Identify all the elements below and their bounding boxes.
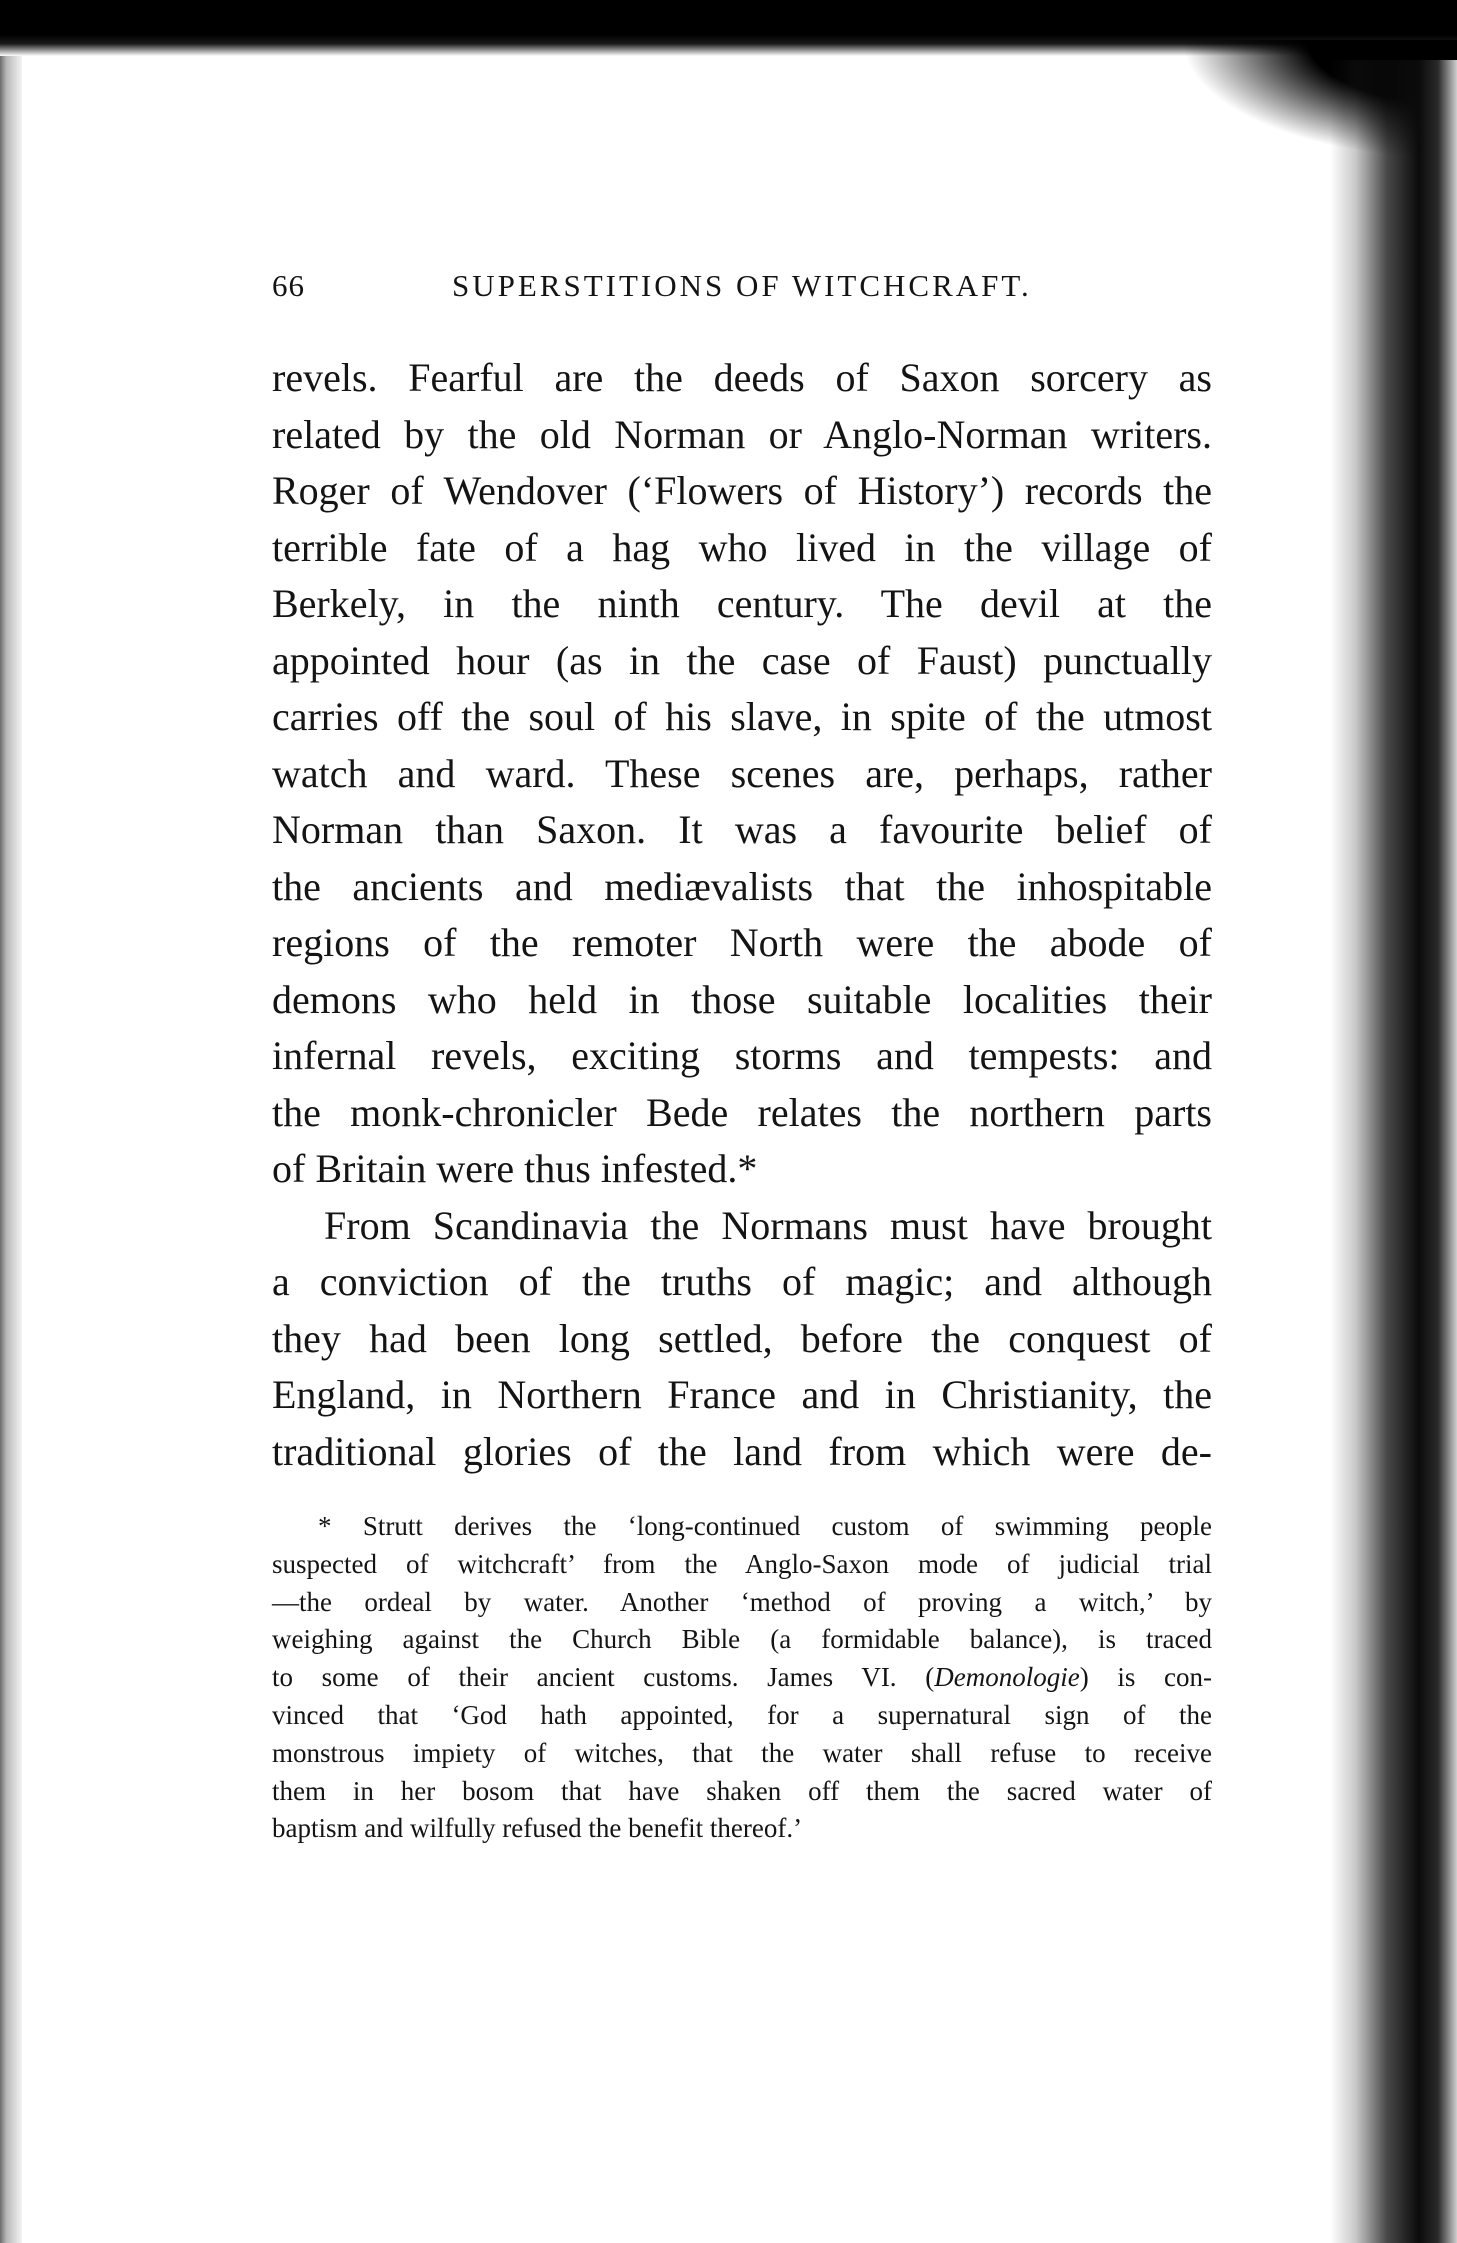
body-line: a conviction of the truths of magic; and although xyxy=(272,1259,1212,1304)
footnote-line: —the ordeal by water. Another ‘method of proving a witch,’ by xyxy=(272,1586,1212,1617)
body-text xyxy=(272,350,1212,1480)
body-line: traditional glories of the land from which were de- xyxy=(272,1428,1212,1474)
scan-left-edge xyxy=(0,40,22,2243)
body-line: the ancients and mediævalists that the inhospitable xyxy=(272,863,1212,909)
running-head: SUPERSTITIONS OF WITCHCRAFT. xyxy=(452,268,1032,303)
body-line: England, in Northern France and in Christianity, the xyxy=(272,1372,1212,1417)
body-line: carries off the soul of his slave, in spite of the utmost xyxy=(272,694,1212,739)
footnote-text: ) is con- xyxy=(1079,1662,1212,1693)
footnote-line: vinced that ‘God hath appointed, for a supernatural sign of the xyxy=(272,1699,1212,1730)
footnote-line: baptism and wilfully refused the benefit thereof.’ xyxy=(272,1813,803,1844)
body-line: related by the old Norman or Anglo-Norman writers. xyxy=(272,411,1212,457)
footnote-book-title: Demonologie xyxy=(934,1662,1080,1693)
body-line: infernal revels, exciting storms and tempests: and xyxy=(272,1033,1212,1078)
body-line: revels. Fearful are the deeds of Saxon sorcery as xyxy=(272,355,1212,400)
footnote-line: weighing against the Church Bible (a formidable balance), is traced xyxy=(272,1624,1212,1655)
footnote-text: to some of their ancient customs. James VI. ( xyxy=(272,1662,935,1693)
footnote-line: them in her bosom that have shaken off them the sacred water of xyxy=(272,1775,1212,1806)
page-header xyxy=(272,268,1212,320)
body-line: they had been long settled, before the conquest of xyxy=(272,1315,1212,1361)
footnote-line-citation xyxy=(272,1659,1212,1697)
body-line: the monk-chronicler Bede relates the northern parts xyxy=(272,1089,1212,1135)
body-line: appointed hour (as in the case of Faust) punctually xyxy=(272,637,1212,683)
footnote-line: * Strutt derives the ‘long-continued custom of swimming people xyxy=(318,1511,1212,1541)
body-line: watch and ward. These scenes are, perhaps, rather xyxy=(272,750,1212,796)
body-line: From Scandinavia the Normans must have brought xyxy=(324,1202,1212,1248)
scan-right-edge xyxy=(1330,60,1457,2243)
body-line: Roger of Wendover (‘Flowers of History’) records the xyxy=(272,468,1212,513)
body-line: Norman than Saxon. It was a favourite belief of xyxy=(272,807,1212,852)
body-line: Berkely, in the ninth century. The devil at the xyxy=(272,581,1212,626)
footnote-line: monstrous impiety of witches, that the water shall refuse to receive xyxy=(272,1737,1212,1768)
footnote xyxy=(272,1508,1212,1848)
body-line: terrible fate of a hag who lived in the village of xyxy=(272,524,1212,570)
footnote-line: suspected of witchcraft’ from the Anglo-Saxon mode of judicial trial xyxy=(272,1548,1212,1579)
body-line: regions of the remoter North were the abode of xyxy=(272,920,1212,965)
page-number: 66 xyxy=(272,268,305,303)
body-line: demons who held in those suitable localities their xyxy=(272,976,1212,1022)
body-line: of Britain were thus infested.* xyxy=(272,1146,758,1191)
